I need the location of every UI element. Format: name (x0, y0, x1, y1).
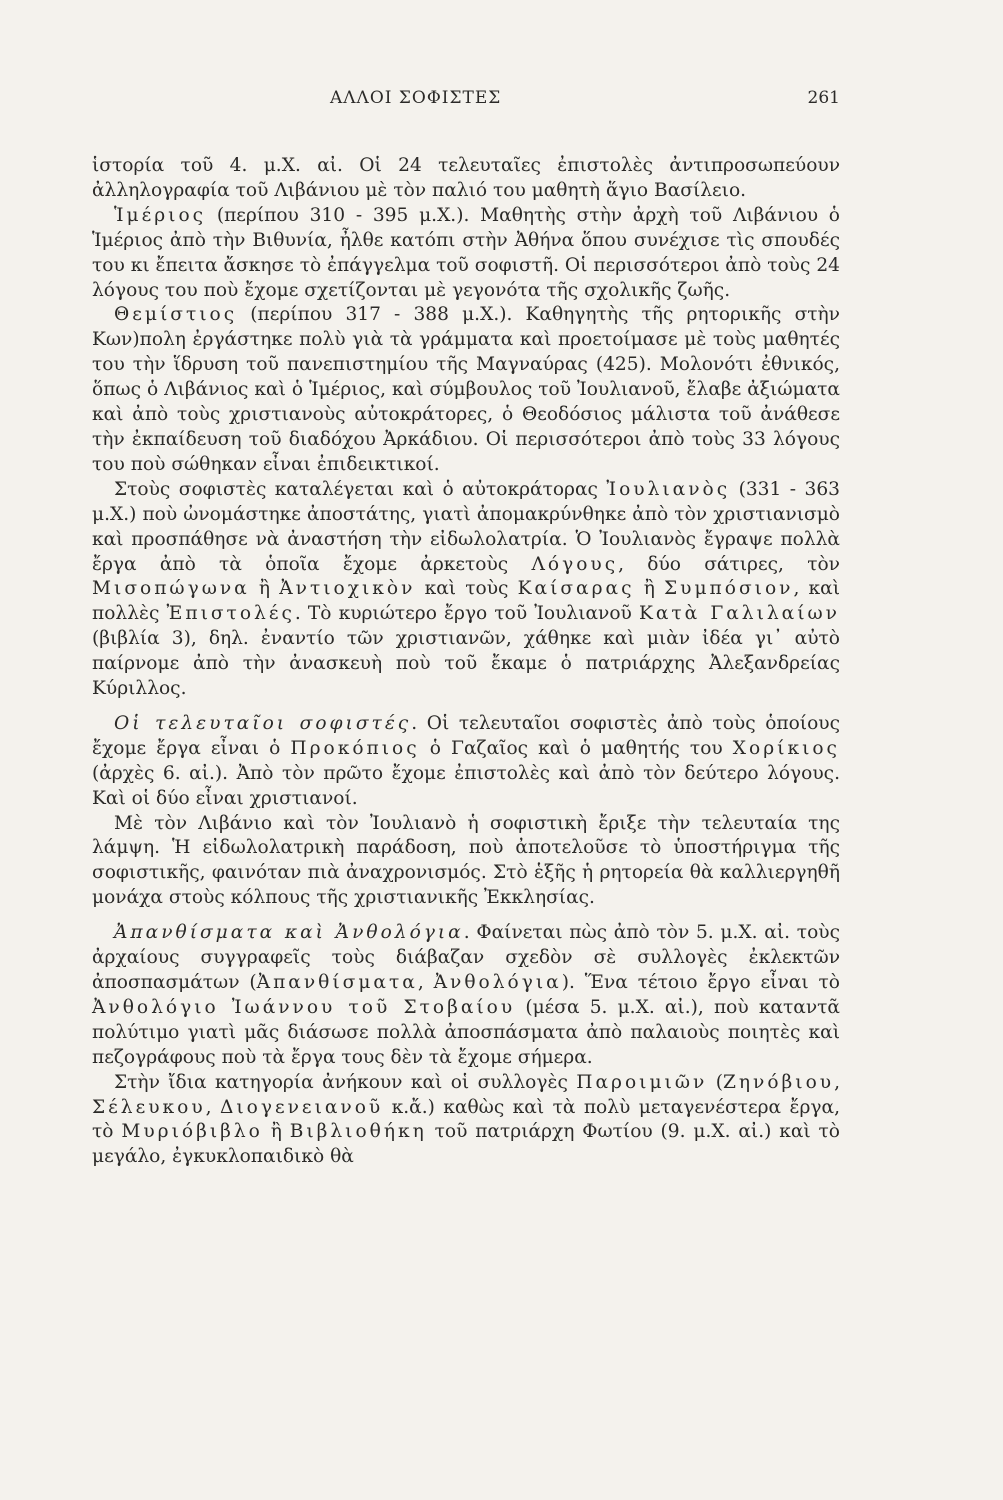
emphasized-term: Μισοπώγωνα (92, 578, 250, 600)
text-run: (βιβλία 3), δηλ. ἐναντίο τῶν χριστιανῶν, χάθηκε καὶ μιὰν ἰδέα γι᾽ αὐτὸ παίρνομε ἀπὸ τὴν ἀνασκευὴ ποὺ τοῦ ἔκαμε ὁ πατριάρχης Ἀλεξανδρείας Κύριλλος. (92, 628, 840, 700)
text-run: ἢ (262, 1121, 290, 1143)
emphasized-term: Θεμίστιος (114, 304, 238, 326)
paragraph (92, 1071, 840, 1171)
paragraph (92, 921, 840, 1070)
paragraph (92, 812, 840, 912)
emphasized-term: Μυριόβιβλο (121, 1121, 263, 1143)
paragraph (92, 712, 840, 812)
text-run: , καὶ πολλὲς (92, 578, 841, 625)
emphasized-term: Κατὰ Γαλιλαίων (638, 603, 840, 625)
text-run: Στὴν ἴδια κατηγορία ἀνήκουν καὶ οἱ συλλογὲς (114, 1071, 577, 1093)
text-run: (331 - 363 μ.Χ.) ποὺ ὠνομάστηκε ἀποστάτης, γιατὶ ἀπομακρύνθηκε ἀπὸ τὸν χριστιανισμὸ καὶ προσπάθησε νὰ ἀναστήση τὴν εἰδωλολατρία. Ὁ Ἰουλιανὸς ἔγραψε πολλὰ ἔργα ἀπὸ τὰ ὁποῖα ἔχομε ἀρκετοὺς (92, 478, 840, 575)
text-run: Στοὺς σοφιστὲς καταλέγεται καὶ ὁ αὐτοκράτορας (114, 478, 607, 500)
text-run: ( (707, 1071, 723, 1093)
text-run: , (417, 972, 434, 993)
text-run: , (834, 1071, 840, 1093)
emphasized-term: Ἀπανθίσματα (256, 972, 418, 993)
emphasized-term: Παροιμιῶν (576, 1071, 708, 1093)
paragraph (92, 204, 840, 304)
emphasized-term: Ἀνθολόγια (433, 972, 562, 993)
text-run: Μὲ τὸν Λιβάνιο καὶ τὸν Ἰουλιανὸ ἡ σοφιστικὴ ἔριξε τὴν τελευταία της λάμψη. Ἡ εἰδωλολατρικὴ παράδοση, ποὺ ἀποτελοῦσε τὸ ὑποστήριγμα τῆς σοφιστικῆς, φαινόταν πιὰ ἀναχρονισμός. Στὸ ἑξῆς ἡ ρητορεία θὰ καλλιεργηθῆ μονάχα στοὺς κόλπους τῆς χριστιανικῆς Ἐκκλησίας. (92, 812, 840, 909)
emphasized-term: Καίσαρας (517, 578, 635, 600)
emphasized-term: Ἀντιοχικὸν (279, 578, 416, 600)
text-run: . Οἱ τελευταῖοι σοφιστὲς ἀπὸ τοὺς ὁποίους ἔχομε ἔργα εἶναι ὁ (92, 712, 841, 759)
text-run: ἢ (249, 578, 280, 600)
text-run: , δύο σάτιρες, τὸν (618, 553, 840, 575)
emphasized-term: Χορίκιος (732, 737, 840, 759)
emphasized-term: Διογενειανοῦ (219, 1096, 384, 1118)
text-run: ὁ Γαζαῖος καὶ ὁ μαθητής του (419, 737, 733, 759)
page-header (90, 88, 840, 118)
text-run: τοῦ πατριάρχη Φωτίου (9. μ.Χ. αἰ.) καὶ τὸ μεγάλο, ἐγκυκλοπαιδικὸ θὰ (92, 1121, 840, 1168)
emphasized-term: Σέλευκου (92, 1096, 206, 1118)
emphasized-term: Ἐπιστολές (166, 603, 295, 625)
text-run: . Τὸ κυριώτερο ἔργο τοῦ Ἰουλιανοῦ (294, 603, 639, 625)
paragraph (92, 303, 840, 477)
text-run: (ἀρχὲς 6. αἰ.). Ἀπὸ τὸν πρῶτο ἔχομε ἐπιστολὲς καὶ ἀπὸ τὸν δεύτερο λόγους. Καὶ οἱ δύο εἶναι χριστιανοί. (92, 762, 840, 809)
page-body (92, 154, 840, 1170)
text-run: ). Ἕνα τέτοιο ἔργο εἶναι τὸ (561, 972, 840, 993)
emphasized-term: Ζηνόβιου (722, 1071, 835, 1093)
emphasized-term: Προκόπιος (290, 737, 420, 759)
text-run: , (205, 1096, 220, 1118)
emphasized-term: Λόγους (531, 553, 619, 575)
text-run: (περίπου 317 - 388 μ.Χ.). Καθηγητὴς τῆς ρητορικῆς στὴν Κων)πολη ἐργάστηκε πολὺ γιὰ τὰ γράμματα καὶ προετοίμασε μὲ τοὺς μαθητές του τὴν ἵδρυση τοῦ πανεπιστημίου τῆς Μαγναύρας (425). Μολονότι ἐθνικός, ὅπως ὁ Λιβάνιος καὶ ὁ Ἱμέριος, καὶ σύμβουλος τοῦ Ἰουλιανοῦ, ἔλαβε ἀξιώματα καὶ ἀπὸ τοὺς χριστιανοὺς αὐτοκράτορες, ὁ Θεοδόσιος μάλιστα τοῦ ἀνάθεσε τὴν ἐκπαίδευση τοῦ διαδόχου Ἀρκάδιου. Οἱ περισσότεροι ἀπὸ τοὺς 33 λόγους του ποὺ σώθηκαν εἶναι ἐπιδεικτικοί. (92, 304, 840, 475)
emphasized-term: Ἰουλιανὸς (606, 478, 731, 500)
paragraph (92, 478, 840, 702)
emphasized-term: Ἀπανθίσματα καὶ Ἀνθολόγια (114, 922, 464, 944)
text-run: ἢ (634, 578, 665, 600)
emphasized-term: Οἱ τελευταῖοι σοφιστές (114, 712, 412, 734)
running-title: ΑΛΛΟΙ ΣΟΦΙΣΤΕΣ (330, 88, 502, 108)
text-run: ἱστορία τοῦ 4. μ.Χ. αἰ. Οἱ 24 τελευταῖες ἐπιστολὲς ἀντιπροσωπεύουν ἀλληλογραφία τοῦ Λιβάνιου μὲ τὸν παλιό του μαθητὴ ἅγιο Βασίλειο. (92, 155, 840, 201)
text-run: . Φαίνεται πὼς ἀπὸ τὸν 5. μ.Χ. αἰ. τοὺς ἀρχαίους συγγραφεῖς τοὺς διάβαζαν σχεδὸν σὲ συλλογὲς ἐκλεκτῶν ἀποσπασμάτων ( (92, 922, 840, 993)
text-run: (μέσα 5. μ.Χ. αἰ.), ποὺ καταντᾶ πολύτιμο γιατὶ μᾶς διάσωσε πολλὰ ἀποσπάσματα ἀπὸ παλαιοὺς ποιητὲς καὶ πεζογράφους ποὺ τὰ ἔργα τους δὲν τὰ ἔχομε σήμερα. (92, 996, 840, 1068)
paragraph (92, 154, 840, 204)
emphasized-term: Ἱμέριος (114, 204, 207, 226)
emphasized-term: Βιβλιοθήκη (289, 1121, 427, 1143)
text-run: (περίπου 310 - 395 μ.Χ.). Μαθητὴς στὴν ἀρχὴ τοῦ Λιβάνιου ὁ Ἱμέριος ἀπὸ τὴν Βιθυνία, ἦλθε κατόπι στὴν Ἀθήνα ὅπου συνέχισε τὶς σπουδές του κι ἔπειτα ἄσκησε τὸ ἐπάγγελμα τοῦ σοφιστῆ. Οἱ περισσότεροι ἀπὸ τοὺς 24 λόγους του ποὺ ἔχομε σχετίζονται μὲ γεγονότα τῆς σχολικῆς ζωῆς. (92, 204, 840, 301)
text-run: καὶ τοὺς (415, 578, 518, 600)
emphasized-term: Συμπόσιον (664, 578, 794, 600)
page-number: 261 (807, 88, 840, 108)
emphasized-term: Ἀνθολόγιο Ἰωάννου τοῦ Στοβαίου (92, 996, 516, 1018)
text-run: κ.ἄ.) καθὼς καὶ τὰ πολὺ μεταγενέστερα ἔργα, τὸ (92, 1096, 841, 1143)
